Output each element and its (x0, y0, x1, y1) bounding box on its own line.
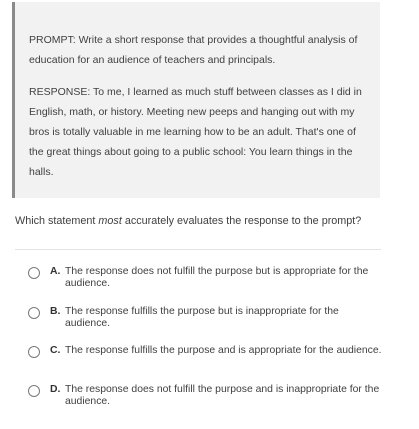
radio-button-a[interactable] (28, 267, 40, 279)
answer-option-b[interactable] (28, 306, 388, 330)
option-text-b: The response fulfills the purpose but is inappropriate for the audience. (65, 306, 339, 329)
option-letter-b: B. (50, 306, 61, 317)
question-text-after: accurately evaluates the response to the prompt? (121, 215, 362, 227)
option-text-a: The response does not fulfill the purpose but is appropriate for the audience. (65, 266, 369, 289)
question-stem (15, 213, 395, 229)
response-text: RESPONSE: To me, I learned as much stuff between classes as I did in English, math, or history. Meeting new peeps and hanging out with my bros is totally valuable in me learning how to be an adult. That's one of the great things about going to a public school: You learn things in the halls. (29, 86, 362, 178)
question-emphasis: most (98, 215, 122, 227)
answer-option-d[interactable] (28, 384, 388, 408)
option-text-c: The response fulfills the purpose and is appropriate for the audience. (65, 345, 382, 356)
option-letter-a: A. (50, 266, 61, 277)
passage-box (12, 2, 380, 198)
answer-option-c[interactable] (28, 345, 388, 358)
answer-option-a[interactable] (28, 266, 388, 290)
radio-button-b[interactable] (28, 307, 40, 319)
divider (15, 249, 381, 250)
option-text-d: The response does not fulfill the purpose and is inappropriate for the audience. (65, 384, 380, 407)
option-letter-c: C. (50, 345, 61, 356)
prompt-text: PROMPT: Write a short response that provides a thoughtful analysis of education for an audience of teachers and principals. (29, 34, 358, 66)
question-text-before: Which statement (15, 215, 99, 227)
radio-button-c[interactable] (28, 346, 40, 358)
option-letter-d: D. (50, 384, 61, 395)
radio-button-d[interactable] (28, 385, 40, 397)
